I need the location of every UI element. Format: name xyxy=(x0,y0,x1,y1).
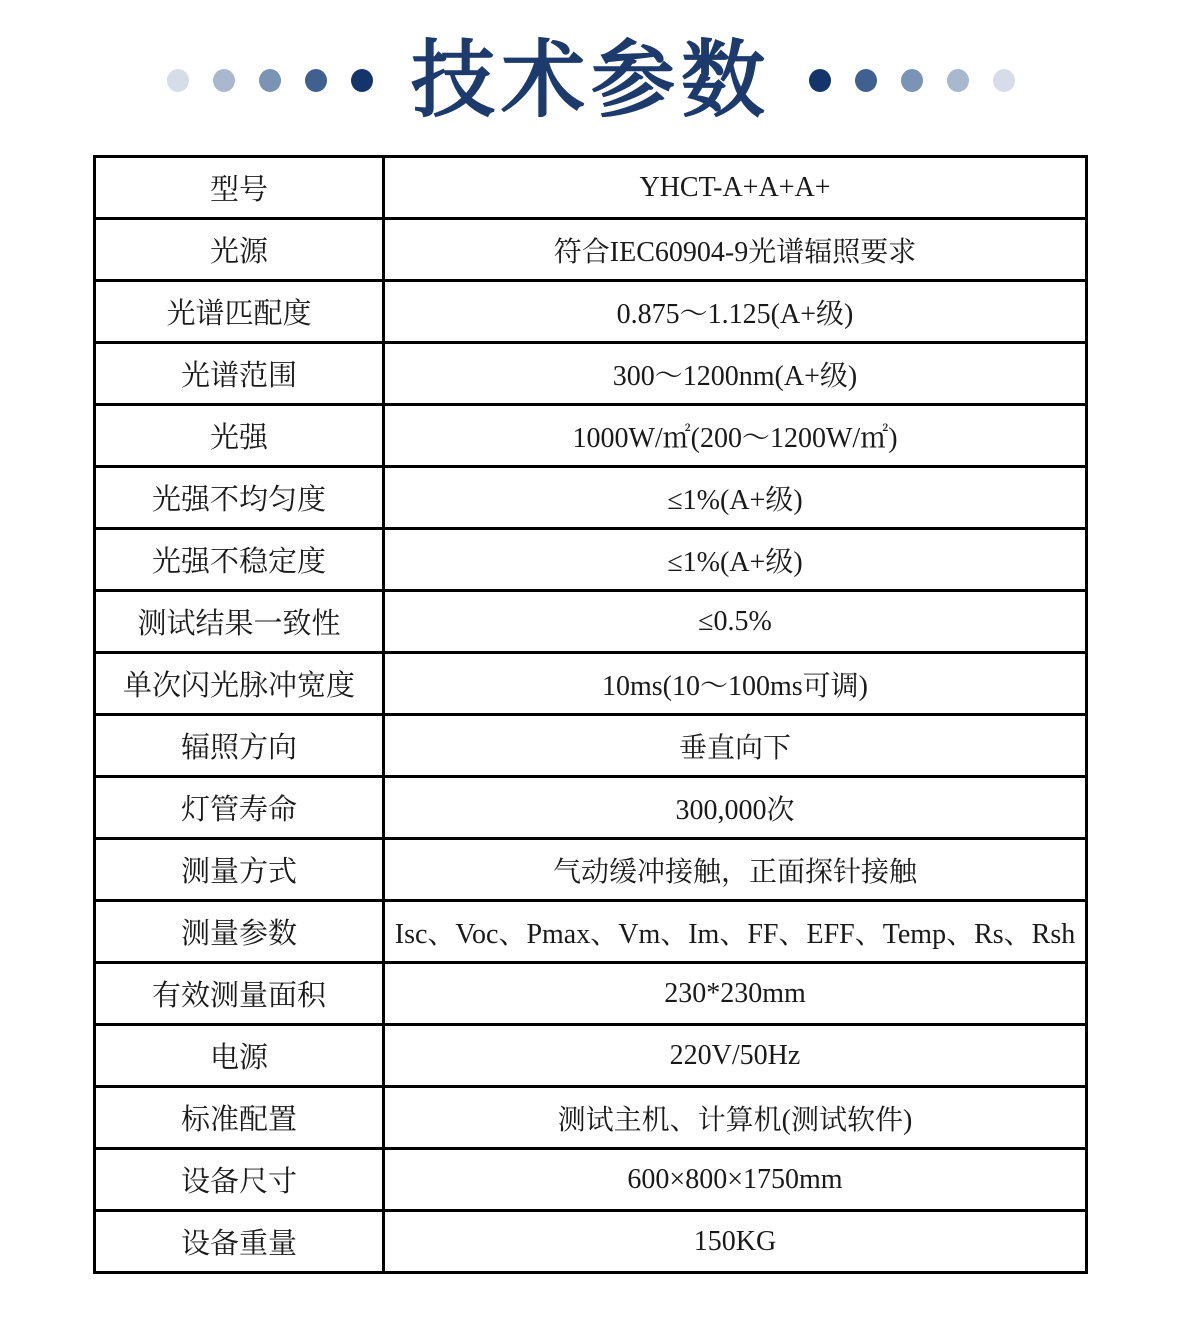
page-title: 技术参数 xyxy=(410,33,771,127)
spec-value: ≤1%(A+级) xyxy=(384,467,1087,529)
dot-icon xyxy=(213,69,235,92)
spec-label: 测试结果一致性 xyxy=(95,591,384,653)
spec-value: 150KG xyxy=(384,1211,1087,1273)
spec-label: 灯管寿命 xyxy=(95,777,384,839)
spec-value: 10ms(10～100ms可调) xyxy=(384,653,1087,715)
spec-value: 测试主机、计算机(测试软件) xyxy=(384,1087,1087,1149)
table-row xyxy=(95,653,1087,715)
spec-label: 设备尺寸 xyxy=(95,1149,384,1211)
spec-value: 1000W/㎡(200～1200W/㎡) xyxy=(384,405,1087,467)
dot-icon xyxy=(993,69,1015,92)
spec-label: 单次闪光脉冲宽度 xyxy=(95,653,384,715)
table-row xyxy=(95,1025,1087,1087)
table-row xyxy=(95,405,1087,467)
spec-label: 光源 xyxy=(95,219,384,281)
table-row xyxy=(95,467,1087,529)
table-row xyxy=(95,1087,1087,1149)
spec-label: 光谱范围 xyxy=(95,343,384,405)
dot-icon xyxy=(351,69,373,92)
table-row xyxy=(95,963,1087,1025)
table-row xyxy=(95,591,1087,653)
spec-value: 300,000次 xyxy=(384,777,1087,839)
spec-value: Isc、Voc、Pmax、Vm、Im、FF、EFF、Temp、Rs、Rsh xyxy=(384,901,1087,963)
dot-icon xyxy=(855,69,877,92)
table-row xyxy=(95,219,1087,281)
page-header xyxy=(0,0,1182,160)
dot-icon xyxy=(947,69,969,92)
table-row xyxy=(95,839,1087,901)
spec-value: 符合IEC60904-9光谱辐照要求 xyxy=(384,219,1087,281)
spec-label: 测量参数 xyxy=(95,901,384,963)
table-row xyxy=(95,1149,1087,1211)
table-row xyxy=(95,901,1087,963)
table-row xyxy=(95,777,1087,839)
spec-value: ≤1%(A+级) xyxy=(384,529,1087,591)
spec-label: 光强不均匀度 xyxy=(95,467,384,529)
spec-value: 气动缓冲接触，正面探针接触 xyxy=(384,839,1087,901)
table-row xyxy=(95,157,1087,219)
spec-label: 光谱匹配度 xyxy=(95,281,384,343)
title-dots-left xyxy=(167,69,373,92)
dot-icon xyxy=(809,69,831,92)
spec-table-body xyxy=(95,157,1087,1273)
spec-label: 型号 xyxy=(95,157,384,219)
dot-icon xyxy=(259,69,281,92)
spec-value: ≤0.5% xyxy=(384,591,1087,653)
spec-value: 垂直向下 xyxy=(384,715,1087,777)
table-row xyxy=(95,281,1087,343)
spec-value: 230*230mm xyxy=(384,963,1087,1025)
spec-value: 220V/50Hz xyxy=(384,1025,1087,1087)
dot-icon xyxy=(167,69,189,92)
spec-label: 有效测量面积 xyxy=(95,963,384,1025)
spec-value: 600×800×1750mm xyxy=(384,1149,1087,1211)
spec-value: 0.875～1.125(A+级) xyxy=(384,281,1087,343)
table-row xyxy=(95,715,1087,777)
spec-label: 设备重量 xyxy=(95,1211,384,1273)
title-dots-right xyxy=(809,69,1015,92)
spec-table xyxy=(93,155,1088,1274)
spec-label: 标准配置 xyxy=(95,1087,384,1149)
spec-label: 光强 xyxy=(95,405,384,467)
table-row xyxy=(95,529,1087,591)
dot-icon xyxy=(901,69,923,92)
dot-icon xyxy=(305,69,327,92)
spec-label: 光强不稳定度 xyxy=(95,529,384,591)
spec-value: 300～1200nm(A+级) xyxy=(384,343,1087,405)
spec-label: 测量方式 xyxy=(95,839,384,901)
spec-value: YHCT-A+A+A+ xyxy=(384,157,1087,219)
table-row xyxy=(95,343,1087,405)
spec-label: 电源 xyxy=(95,1025,384,1087)
table-row xyxy=(95,1211,1087,1273)
spec-label: 辐照方向 xyxy=(95,715,384,777)
